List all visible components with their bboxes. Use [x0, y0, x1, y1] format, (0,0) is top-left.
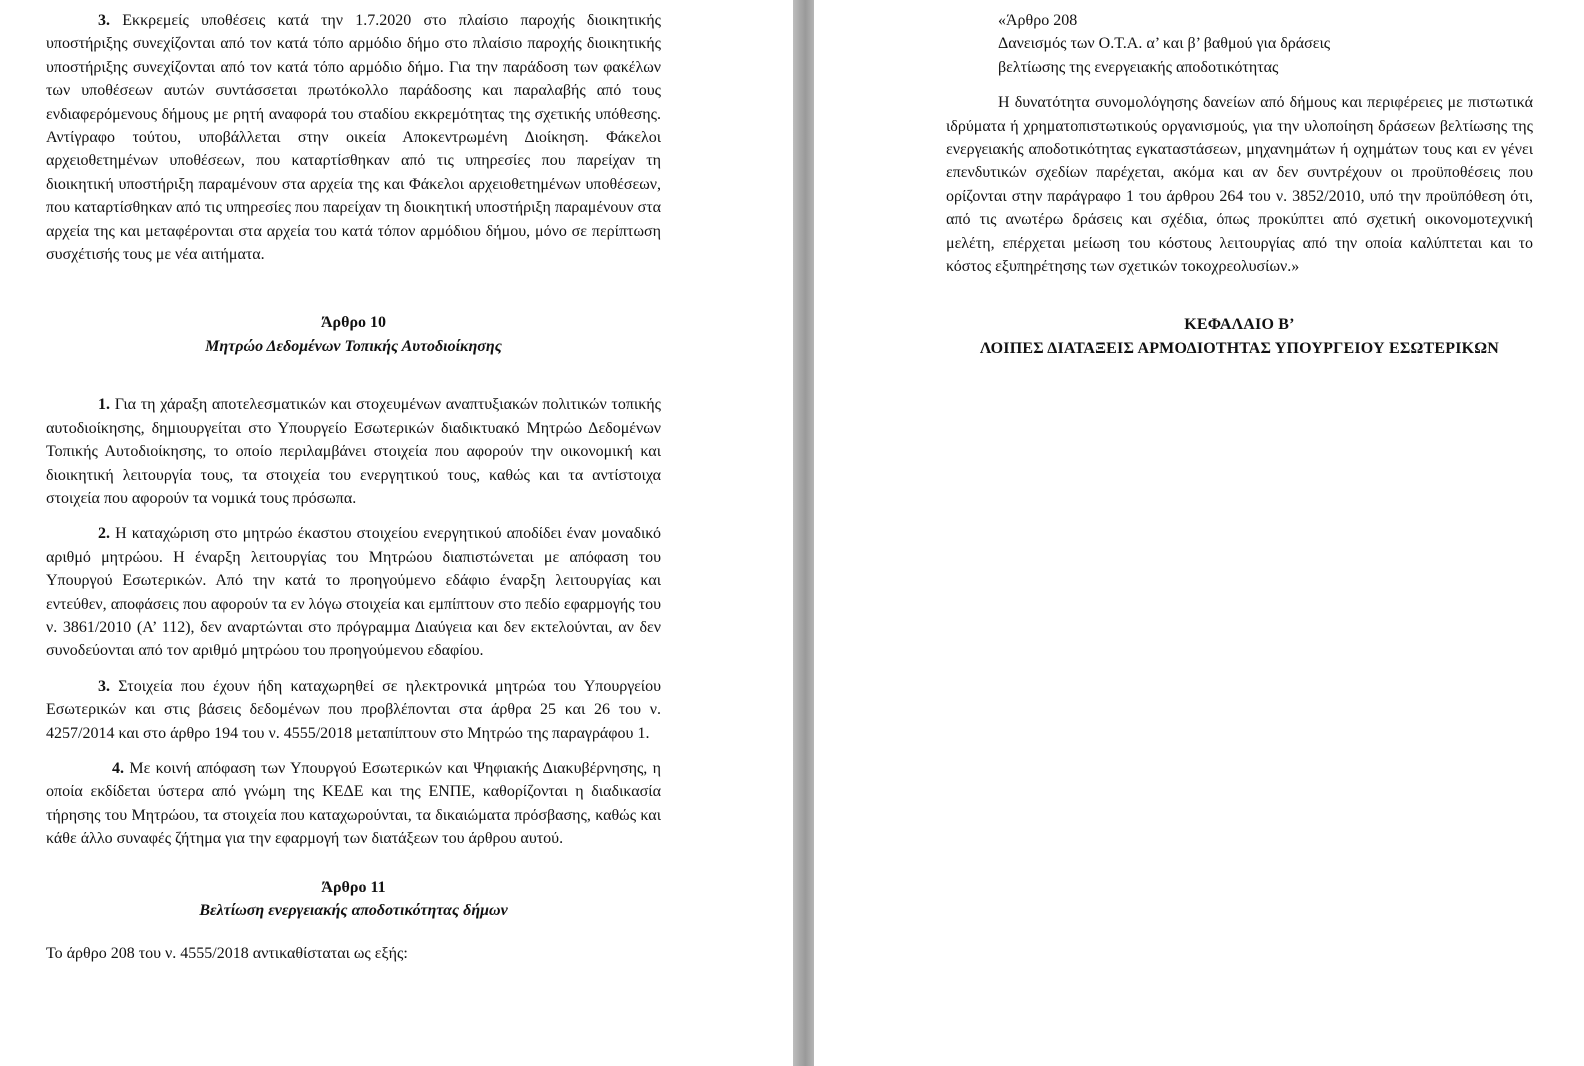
left-page-text-column — [46, 9, 661, 966]
paragraph-number: 2. — [98, 525, 110, 543]
article-11-title: Βελτίωση ενεργειακής αποδοτικότητας δήμων — [199, 902, 508, 919]
article-11-intro: Το άρθρο 208 του ν. 4555/2018 αντικαθίσταται ως εξής: — [46, 945, 408, 963]
quoted-article-208-title-line-2: βελτίωσης της ενεργειακής αποδοτικότητας — [998, 58, 1279, 76]
chapter-b-title: ΛΟΙΠΕΣ ΔΙΑΤΑΞΕΙΣ ΑΡΜΟΔΙΟΤΗΤΑΣ ΥΠΟΥΡΓΕΙΟΥ ΕΣΩΤΕΡΙΚΩΝ — [979, 339, 1500, 357]
paragraph-text: Με κοινή απόφαση των Υπουργού Εσωτερικών και Ψηφιακής Διακυβέρνησης, η οποία εκδίδεται ύστερα από γνώμη της ΚΕΔΕ και της ΕΝΠΕ, καθορίζονται η διαδικασία τήρησης του Μητρώου, τα στοιχεία που καταχωρούνται, τα δικαιώματα πρόσβασης, καθώς και κάθε άλλο συναφές ζήτημα για την εφαρμογή των διατάξεων του άρθρου αυτού. — [46, 759, 662, 848]
article-10-title: Μητρώο Δεδομένων Τοπικής Αυτοδιοίκησης — [205, 337, 502, 355]
article-10-paragraph-1 — [46, 393, 661, 510]
paragraph-number: 3. — [98, 677, 110, 695]
page-gutter — [793, 0, 814, 1066]
paragraph-text: Στοιχεία που έχουν ήδη καταχωρηθεί σε ηλεκτρονικά μητρώα του Υπουργείου Εσωτερικών και στις βάσεις δεδομένων που προβλέπονται στα άρθρα 25 και 26 του ν. 4257/2014 και στο άρθρο 194 του ν. 4555/2018 μεταπίπτουν στο Μητρώο της παραγράφου 1. — [46, 677, 662, 742]
quoted-article-208-title-line-1: Δανεισμός των Ο.Τ.Α. α’ και β’ βαθμού για δράσεις — [998, 35, 1331, 53]
quoted-article-208-body: Η δυνατότητα συνομολόγησης δανείων από δήμους και περιφέρειες με πιστωτικά ιδρύματα ή χρηματοπιστωτικούς οργανισμούς, για την υλοποίηση δράσεων βελτίωσης της ενεργειακής αποδοτικότητας εγκαταστάσεων, μηχανημάτων ή οχημάτων τους και εν γένει επενδυτικών σχεδίων παρέχεται, ακόμα και αν δεν συντρέχουν οι προϋποθέσεις που ορίζονται στην παράγραφο 1 του άρθρου 264 του ν. 3852/2010, υπό την προϋπόθεση ότι, από τις ανωτέρω δράσεις και σχέδια, όπως προκύπτει από σχετική οικονομοτεχνική μελέτη, επέρχεται μείωση του κόστους λειτουργίας από την οποία καλύπτεται και το κόστος εξυπηρέτησης των σχετικών τοκοχρεολυσίων.» — [946, 94, 1533, 276]
article-10-label: Άρθρο 10 — [320, 314, 387, 332]
paragraph-text: Για τη χάραξη αποτελεσματικών και στοχευμένων αναπτυξιακών πολιτικών τοπικής αυτοδιοίκησης, δημιουργείται στο Υπουργείο Εσωτερικών διαδικτυακό Μητρώο Δεδομένων Τοπικής Αυτοδιοίκησης, το οποίο περιλαμβάνει στοιχεία που αφορούν την οικονομική και διοικητική λειτουργία τους, τα στοιχεία του ενεργητικού τους, καθώς και τα αντίστοιχα στοιχεία που αφορούν τα νομικά τους πρόσωπα. — [46, 396, 661, 507]
paragraph-number: 3. — [98, 12, 110, 29]
article-10-paragraph-4 — [46, 757, 661, 851]
paragraph-text: Εκκρεμείς υποθέσεις κατά την 1.7.2020 στο πλαίσιο παροχής διοικητικής υποστήριξης συνεχίζονται από τον κατά τόπο αρμόδιο δήμο στο πλαίσιο παροχής διοικητικής υποστήριξης συνεχίζονται από τον κατά τόπο αρμόδιο δήμο. Για την παράδοση των φακέλων των υποθέσεων αυτών συντάσσεται πρωτόκολλο παράδοσης και παραλαβής από τους ενδιαφερόμενους δήμους με ρητή αναφορά του σταδίου εκκρεμότητας της σχετικής υπόθεσης. Αντίγραφο τούτου, υποβάλλεται στην οικεία Αποκεντρωμένη Διοίκηση. Φάκελοι αρχειοθετημένων υποθέσεων, που καταρτίσθηκαν από τις υπηρεσίες που παρείχαν τη διοικητική υποστήριξη παραμένουν στα αρχεία της και Φάκελοι αρχειοθετημένων υποθέσεων, που καταρτίσθηκαν από τις υπηρεσίες που παρείχαν τη διοικητική υποστήριξη παραμένουν στα αρχεία της και μεταφέρονται στα αρχεία του κατά τόπον αρμόδιου δήμου, μόνο σε περίπτωση συσχέτισής τους με νέα αιτήματα. — [46, 12, 661, 264]
right-page-text-column — [946, 9, 1533, 360]
article-11-label: Άρθρο 11 — [321, 878, 386, 896]
paragraph-3-pending-cases — [46, 9, 661, 266]
paragraph-text: Η καταχώριση στο μητρώο έκαστου στοιχείου ενεργητικού αποδίδει έναν μοναδικό αριθμό μητρώου. Η έναρξη λειτουργίας του Μητρώου διαπιστώνεται με απόφαση του Υπουργού Εσωτερικών. Από την κατά το προηγούμενο εδάφιο έναρξη λειτουργίας και εντεύθεν, αποφάσεις που αφορούν τα εν λόγω στοιχεία και εμπίπτουν στο πεδίο εφαρμογής του ν. 3861/2010 (Α’ 112), δεν αναρτώνται στο πρόγραμμα Διαύγεια και δεν εκτελούνται, αν δεν συνοδεύονται από τον αριθμό μητρώου του προηγούμενου εδαφίου. — [46, 525, 662, 660]
article-10-paragraph-3 — [46, 675, 661, 745]
paragraph-number: 4. — [112, 759, 124, 777]
chapter-b-label: ΚΕΦΑΛΑΙΟ Β’ — [1184, 316, 1295, 334]
article-10-paragraph-2 — [46, 522, 661, 662]
document-page-right — [814, 0, 1584, 1066]
paragraph-number: 1. — [98, 396, 110, 414]
quoted-article-208-label: «Άρθρο 208 — [998, 12, 1078, 29]
